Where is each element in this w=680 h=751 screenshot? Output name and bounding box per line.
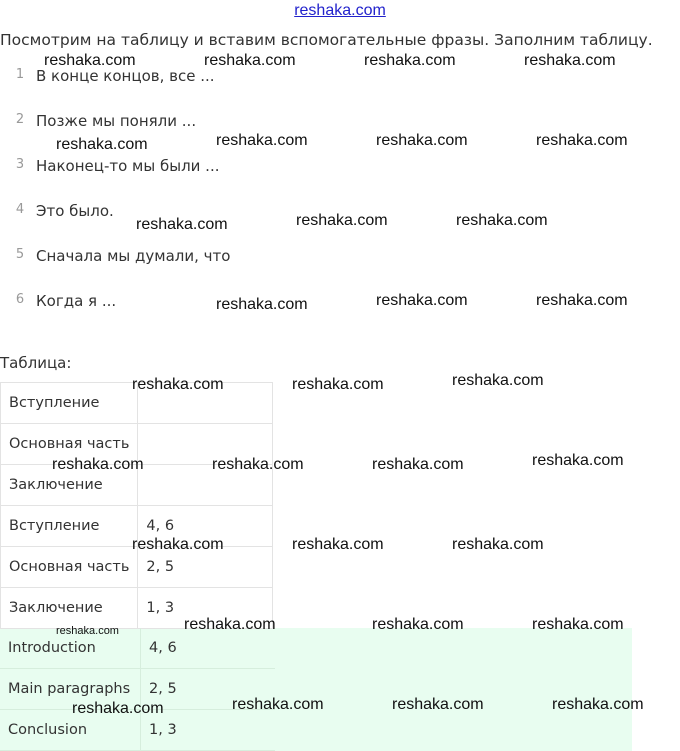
watermark: reshaka.com [376,132,468,149]
table-cell-value: 2, 5 [138,547,273,588]
phrase-number: 6 [15,292,25,307]
watermark: reshaka.com [292,536,384,553]
watermark: reshaka.com [136,216,228,233]
phrase-text: В конце концов, все ... [36,67,215,85]
table-cell-part: Introduction [0,628,141,669]
watermark: reshaka.com [364,52,456,69]
watermark: reshaka.com [456,212,548,229]
table-cell-part: Основная часть [1,424,138,465]
watermark: reshaka.com [372,456,464,473]
table-cell-part: Вступление [1,383,138,424]
watermark: reshaka.com [536,292,628,309]
watermark: reshaka.com [132,536,224,553]
watermark: reshaka.com [536,132,628,149]
phrase-number: 1 [15,67,25,82]
watermark: reshaka.com [524,52,616,69]
phrase-number: 3 [15,157,25,172]
table-cell-part: Заключение [1,465,138,506]
watermark: reshaka.com [44,52,136,69]
table-cell-value: 4, 6 [138,506,273,547]
table-label: Таблица: [0,354,72,372]
table-cell-part: Заключение [1,588,138,629]
phrase-text: Позже мы поняли ... [36,112,197,130]
watermark: reshaka.com [232,696,324,713]
table-cell-part: Основная часть [1,547,138,588]
table-cell-part: Main paragraphs [0,669,141,710]
table-cell-value: 4, 6 [141,628,276,669]
watermark: reshaka.com [216,132,308,149]
watermark: reshaka.com [184,616,276,633]
watermark: reshaka.com [392,696,484,713]
phrase-number: 4 [15,202,25,217]
watermark: reshaka.com [56,136,148,153]
phrase-number: 5 [15,247,25,262]
watermark: reshaka.com [212,456,304,473]
watermark: reshaka.com [532,616,624,633]
intro-text: Посмотрим на таблицу и вставим вспомогательные фразы. Заполним таблицу. [0,31,653,49]
phrase-number: 2 [15,112,25,127]
watermark: reshaka.com [216,296,308,313]
watermark: reshaka.com [296,212,388,229]
watermark: reshaka.com [376,292,468,309]
phrase-text: Когда я ... [36,292,117,310]
table-cell-value: 2, 5 [141,669,276,710]
table-row [0,628,275,669]
watermark: reshaka.com [132,376,224,393]
table-cell-value: 1, 3 [138,588,273,629]
table-cell-part: Вступление [1,506,138,547]
watermark: reshaka.com [56,625,119,637]
structure-table [0,382,273,629]
table-cell-part: Conclusion [0,710,141,751]
phrase-text: Наконец-то мы были ... [36,157,220,175]
watermark: reshaka.com [532,452,624,469]
watermark: reshaka.com [72,700,164,717]
english-answer-table [0,628,275,751]
phrase-text: Сначала мы думали, что [36,247,231,265]
watermark: reshaka.com [372,616,464,633]
table-cell-value: 1, 3 [141,710,276,751]
site-header-link[interactable]: reshaka.com [294,2,386,19]
phrase-text: Это было. [36,202,114,220]
watermark: reshaka.com [204,52,296,69]
watermark: reshaka.com [52,456,144,473]
watermark: reshaka.com [292,376,384,393]
watermark: reshaka.com [452,536,544,553]
watermark: reshaka.com [452,372,544,389]
watermark: reshaka.com [552,696,644,713]
